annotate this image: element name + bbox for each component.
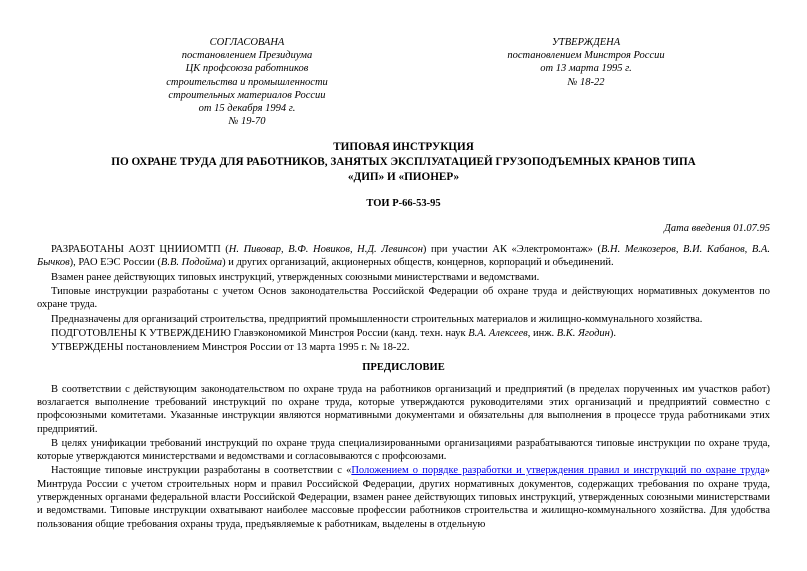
agreed-line: строительных материалов России xyxy=(168,89,326,101)
preface-paragraph: В целях унификации требований инструкций по охране труда специализированными организациями разрабатываются типовые инструкции по охране труда, которые утверждаются министерствами и ведомствами и согласовываются с профсоюзами. xyxy=(37,437,770,463)
agreed-line: постановлением Президиума xyxy=(181,50,313,62)
text-span: РАЗРАБОТАНЫ АОЗТ ЦНИИОМТП ( xyxy=(51,244,229,256)
replaced-paragraph: Взамен ранее действующих типовых инструкций, утвержденных союзными министерствами и ведомствами. xyxy=(51,271,540,283)
document-code: ТОИ Р-66-53-95 xyxy=(366,198,441,210)
text-span: ) при участии АК «Электромонтаж» ( xyxy=(422,244,601,256)
preface-paragraph: В соответствии с действующим законодательством по охране труда на работников организаций и предприятий (в пределах порученных им участков работ) возлагается выполнение требований инструкций по охране труда, которые утверждаются руководителями этих организаций и предприятий совместно с профсоюзными комитетами. Указанные инструкции являются нормативными документами и обязательны для выполнения в процессе труда работниками этих предприятий. xyxy=(37,383,770,435)
text-span: Настоящие типовые инструкции разработаны в соответствии с « xyxy=(51,465,352,477)
authors-span: В.А. Алексеев xyxy=(468,327,528,339)
approved-line: от 13 марта 1995 г. xyxy=(540,63,632,75)
text-span: » Минтруда России с учетом строительных норм и правил Российской Федерации, других нормативных документов, содержащих требования по охране труда, утвержденных органами федеральной власти Российской Федерации, взамен ранее действующих типовых инструкций, утвержденных союзными министерствами и ведомствами. Типовые инструкции охватывают наиболее массовые профессии работников строительства и жилищно-коммунального хозяйства. Для удобства пользования общие требования охраны труда, предъявляемые к работникам, выделены в отдельную xyxy=(37,465,770,530)
approved-line: № 18-22 xyxy=(567,76,605,88)
prepared-paragraph xyxy=(37,327,770,340)
approved-block xyxy=(486,36,686,128)
agreed-line: строительства и промышленности xyxy=(166,76,328,88)
agreed-line: ЦК профсоюза работников xyxy=(185,63,309,75)
text-span: ), РАО ЕЭС России ( xyxy=(69,257,161,269)
agreed-line: от 15 декабря 1994 г. xyxy=(198,103,296,115)
document-title xyxy=(37,140,770,185)
intended-paragraph: Предназначены для организаций строительства, предприятий промышленности строительных материалов и жилищно-коммунального хозяйства. xyxy=(51,313,703,325)
basis-paragraph: Типовые инструкции разработаны с учетом Основ законодательства Российской Федерации об охране труда и действующих нормативных документов по охране труда. xyxy=(37,285,770,311)
text-span: , инж. xyxy=(527,327,557,339)
text-span: ) и других организаций, акционерных обществ, концернов, корпораций и объединений. xyxy=(222,257,614,269)
approval-header xyxy=(37,36,770,128)
approved-paragraph: УТВЕРЖДЕНЫ постановлением Минстроя России от 13 марта 1995 г. № 18-22. xyxy=(51,342,410,354)
text-span: ). xyxy=(609,327,617,339)
regulation-link[interactable]: Положением о порядке разработки и утверждения правил и инструкций по охране труда xyxy=(351,465,765,477)
intro-date: Дата введения 01.07.95 xyxy=(664,222,770,234)
title-line: «ДИП» И «ПИОНЕР» xyxy=(347,171,460,184)
agreed-heading: СОГЛАСОВАНА xyxy=(209,37,285,48)
title-line: ТИПОВАЯ ИНСТРУКЦИЯ xyxy=(333,141,474,154)
text-span: ПОДГОТОВЛЕНЫ К УТВЕРЖДЕНИЮ Главэкономикой Минстроя России (канд. техн. наук xyxy=(51,327,469,339)
title-line: ПО ОХРАНЕ ТРУДА ДЛЯ РАБОТНИКОВ, ЗАНЯТЫХ ЭКСПЛУАТАЦИЕЙ ГРУЗОПОДЪЕМНЫХ КРАНОВ ТИПА xyxy=(111,156,696,169)
agreed-line: № 19-70 xyxy=(228,116,266,128)
developed-paragraph xyxy=(37,243,770,270)
agreed-block xyxy=(147,36,347,128)
approved-heading: УТВЕРЖДЕНА xyxy=(551,37,621,48)
authors-span: В.В. Подойма xyxy=(160,257,223,269)
authors-span: Н. Пивовар, В.Ф. Новиков, Н.Д. Левинсон xyxy=(228,244,423,256)
approved-line: постановлением Минстроя России xyxy=(507,50,665,62)
authors-span: В.К. Ягодин xyxy=(556,327,610,339)
preface-paragraph xyxy=(37,464,770,530)
authors-span: В.Н. Мелкозеров, В.И. Кабанов, В.А. Бычков xyxy=(37,244,770,269)
preface-heading: ПРЕДИСЛОВИЕ xyxy=(362,362,445,374)
